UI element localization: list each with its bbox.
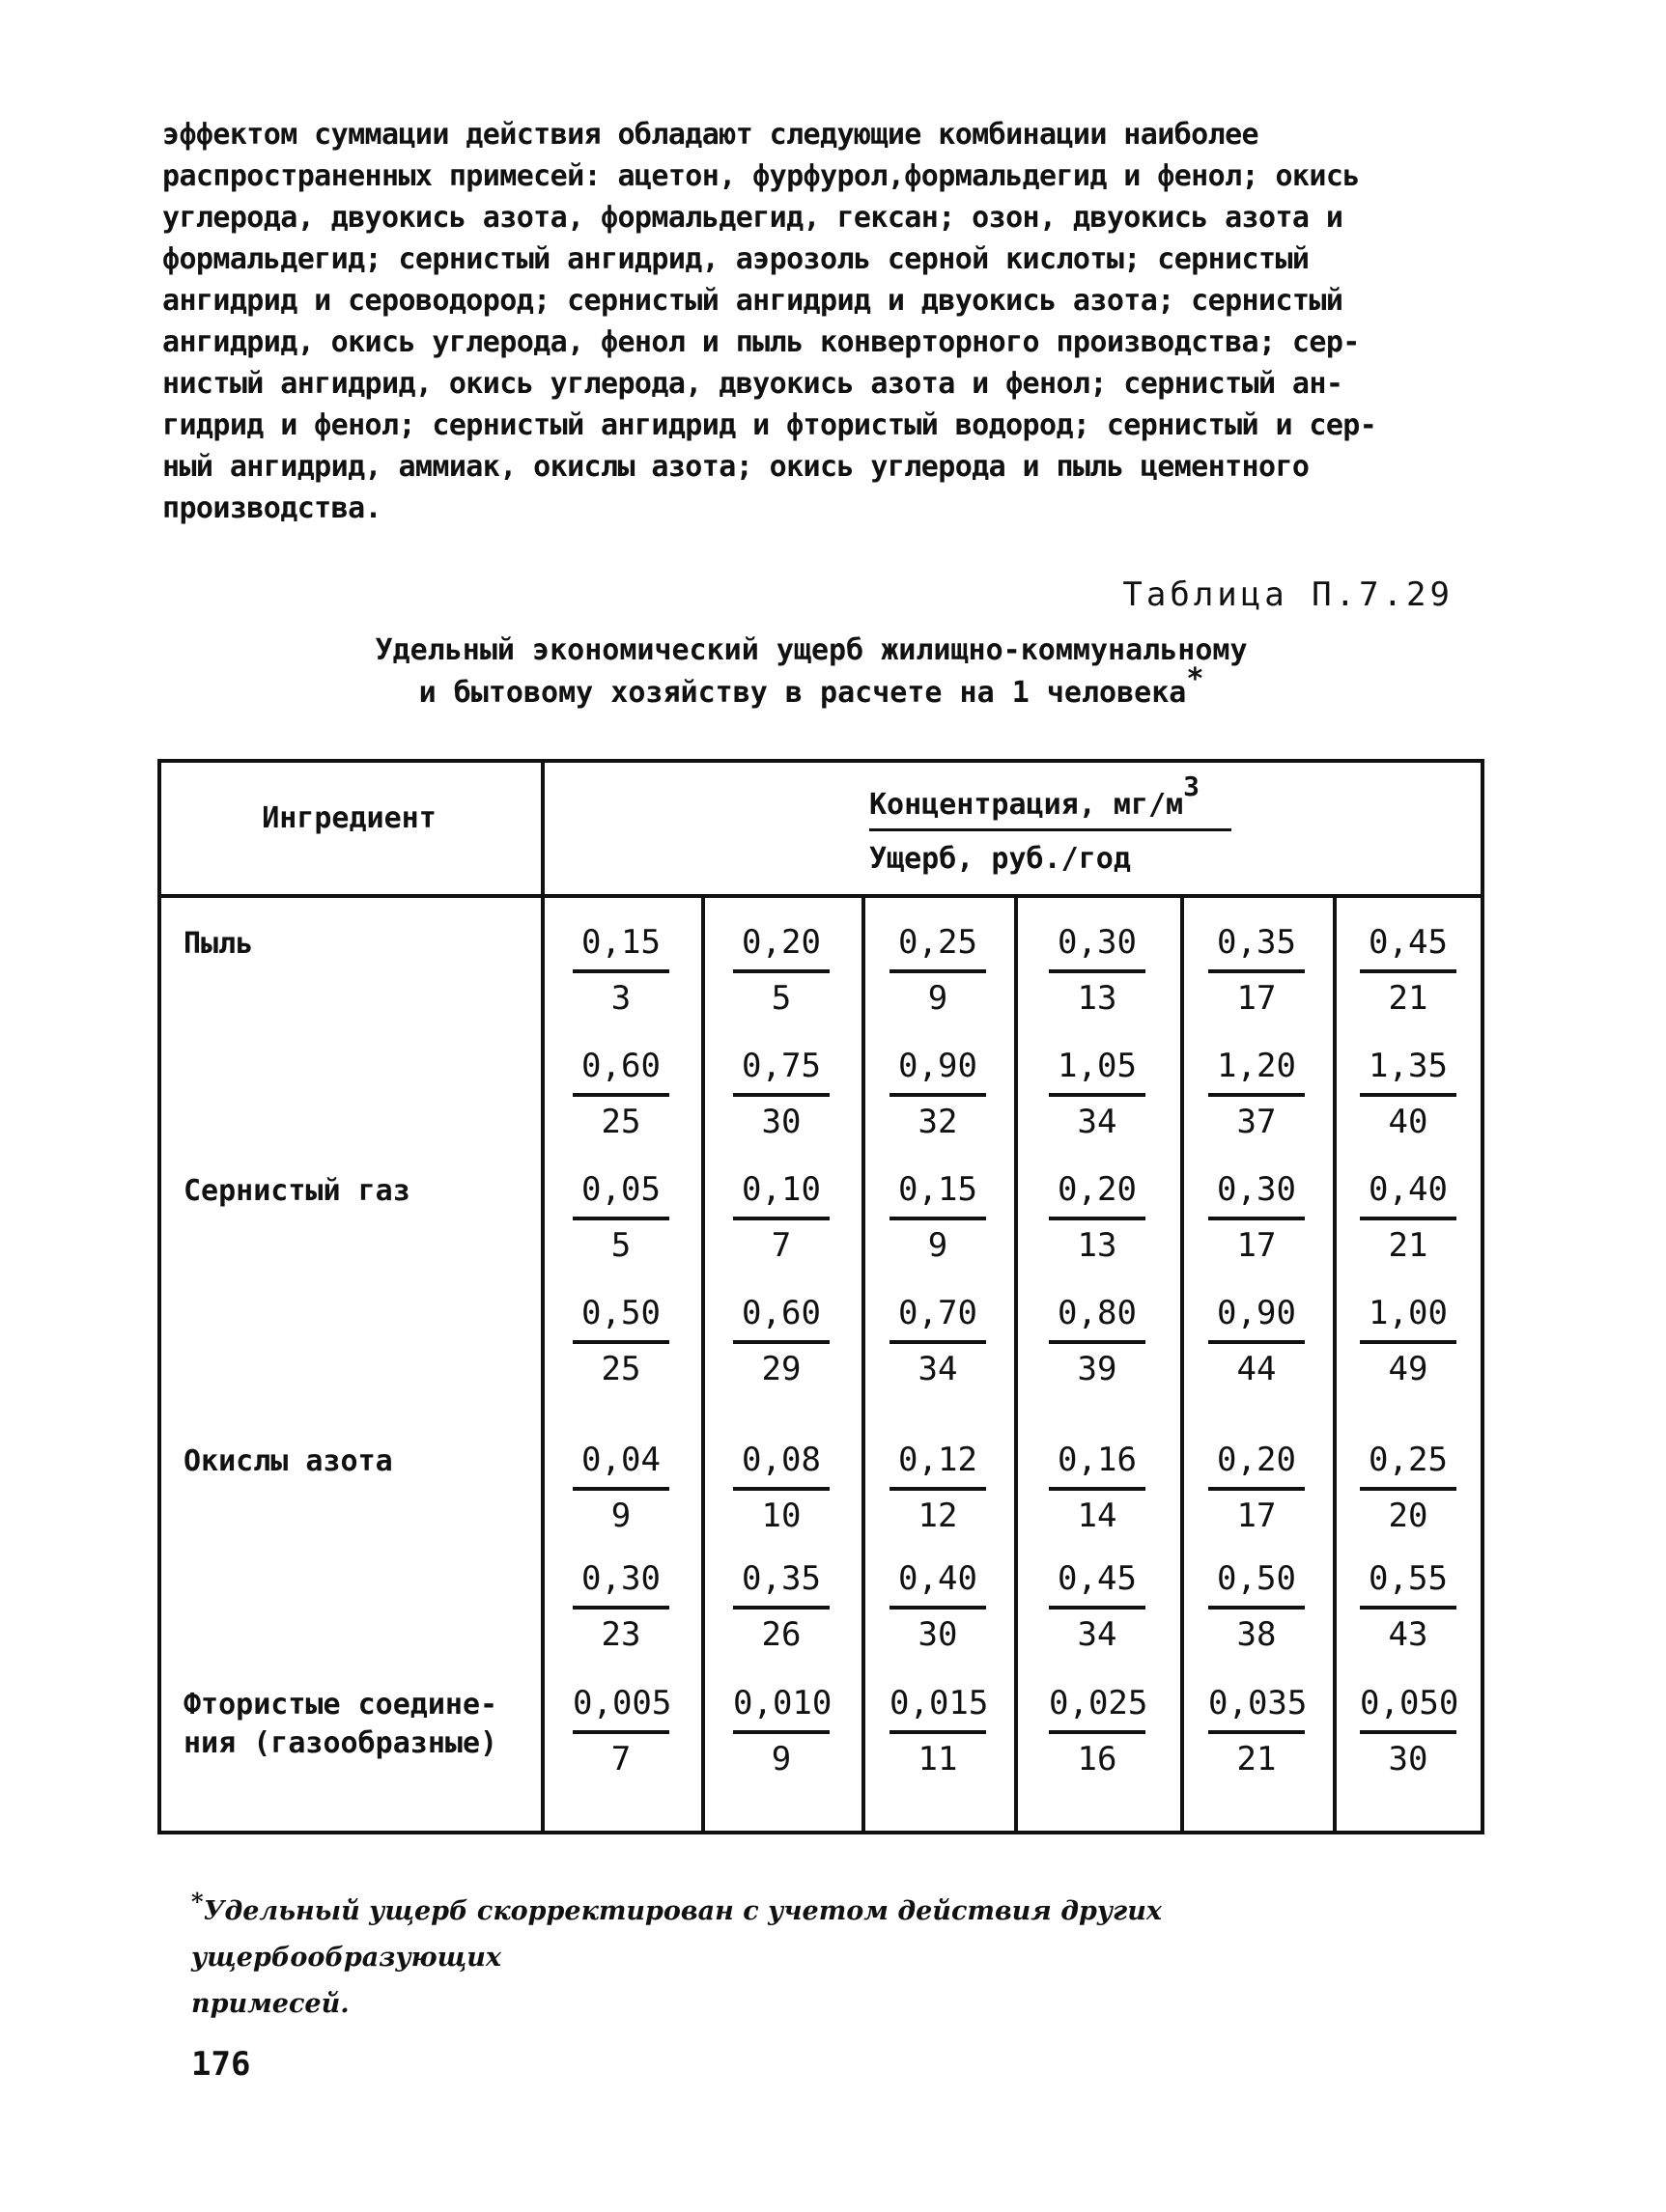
ingredient-label-line: ния (газообразные) (184, 1726, 498, 1760)
concentration-value: 0,15 (581, 923, 661, 962)
damage-value: 43 (1388, 1615, 1428, 1654)
fraction-cell (1049, 1170, 1145, 1265)
damage-value: 11 (918, 1740, 958, 1778)
fraction-cell (889, 1559, 986, 1654)
intro-line: углерода, двуокись азота, формальдегид, гексан; озон, двуокись азота и (162, 201, 1343, 235)
intro-line: гидрид и фенол; сернистый ангидрид и фтористый водород; сернистый и сер- (162, 408, 1377, 442)
fraction-bar (733, 1093, 830, 1097)
damage-value: 32 (918, 1103, 958, 1141)
damage-value: 20 (1388, 1497, 1428, 1535)
fraction-bar (573, 969, 669, 973)
fraction-bar (573, 1487, 669, 1491)
ingredient-label (184, 1686, 541, 1763)
fraction-cell (573, 923, 669, 1018)
concentration-value: 1,00 (1369, 1294, 1448, 1332)
header-concentration-text: Концентрация, мг/м (869, 788, 1184, 822)
fraction-bar (573, 1217, 669, 1220)
fraction-bar (1049, 1730, 1145, 1734)
fraction-bar (1049, 969, 1145, 973)
damage-value: 13 (1077, 1226, 1117, 1265)
concentration-value: 0,05 (581, 1170, 661, 1209)
concentration-value: 0,90 (1217, 1294, 1296, 1332)
damage-value: 37 (1236, 1103, 1277, 1141)
fraction-cell (573, 1684, 672, 1778)
intro-line: формальдегид; сернистый ангидрид, аэрозоль серной кислоты; сернистый (162, 242, 1310, 276)
fraction-bar (889, 1487, 986, 1491)
intro-line: ангидрид и сероводород; сернистый ангидрид и двуокись азота; сернистый (162, 284, 1343, 318)
damage-value: 5 (610, 1226, 632, 1265)
fraction-cell (733, 1170, 830, 1265)
concentration-value: 1,05 (1058, 1047, 1137, 1085)
intro-line: распространенных примесей: ацетон, фурфурол,формальдегид и фенол; окись (162, 159, 1360, 193)
fraction-bar (1049, 1340, 1145, 1344)
damage-value: 25 (601, 1103, 641, 1141)
damage-value: 21 (1388, 1226, 1428, 1265)
fraction-bar (733, 1730, 830, 1734)
damage-value: 10 (761, 1497, 802, 1535)
column-divider (701, 894, 705, 1834)
damage-value: 9 (927, 979, 948, 1018)
fraction-cell (733, 1294, 830, 1388)
concentration-value: 0,45 (1369, 923, 1448, 962)
damage-value: 12 (918, 1497, 958, 1535)
fraction-bar (573, 1730, 669, 1734)
concentration-value: 0,015 (889, 1684, 989, 1722)
column-divider (1333, 894, 1337, 1834)
concentration-value: 0,40 (898, 1559, 977, 1598)
fraction-cell (733, 1441, 830, 1535)
damage-value: 26 (761, 1615, 802, 1654)
concentration-value: 0,90 (898, 1047, 977, 1085)
fraction-cell (1049, 1559, 1145, 1654)
concentration-value: 0,45 (1058, 1559, 1137, 1598)
damage-value: 16 (1077, 1740, 1117, 1778)
fraction-bar (573, 1340, 669, 1344)
fraction-cell (1208, 1170, 1305, 1265)
fraction-cell (1049, 1684, 1148, 1778)
column-divider (861, 894, 865, 1834)
concentration-value: 0,30 (1058, 923, 1137, 962)
fraction-cell (1049, 1441, 1145, 1535)
damage-value: 49 (1388, 1350, 1428, 1388)
damage-value: 17 (1236, 979, 1277, 1018)
fraction-cell (1360, 923, 1456, 1018)
damage-value: 30 (761, 1103, 802, 1141)
fraction-bar (889, 1340, 986, 1344)
fraction-bar (573, 1606, 669, 1610)
damage-value: 38 (1236, 1615, 1277, 1654)
concentration-value: 0,050 (1360, 1684, 1459, 1722)
damage-value: 9 (771, 1740, 792, 1778)
damage-value: 7 (610, 1740, 632, 1778)
fraction-cell (1360, 1047, 1456, 1141)
damage-value: 23 (601, 1615, 641, 1654)
concentration-value: 0,15 (898, 1170, 977, 1209)
concentration-value: 0,70 (898, 1294, 977, 1332)
header-concentration (869, 770, 1200, 822)
concentration-value: 0,10 (742, 1170, 821, 1209)
header-concentration-unit-power: 3 (1183, 770, 1200, 802)
fraction-bar (733, 1340, 830, 1344)
fraction-bar (1049, 1487, 1145, 1491)
fraction-bar (1360, 1340, 1456, 1344)
fraction-cell (1049, 1047, 1145, 1141)
footnote-mark: * (1186, 662, 1204, 696)
fraction-bar (1208, 1093, 1305, 1097)
concentration-value: 0,50 (581, 1294, 661, 1332)
fraction-cell (733, 1047, 830, 1141)
header-damage: Ущерб, руб./год (869, 842, 1131, 876)
concentration-value: 0,75 (742, 1047, 821, 1085)
concentration-value: 0,35 (742, 1559, 821, 1598)
damage-value: 44 (1236, 1350, 1277, 1388)
concentration-value: 0,025 (1049, 1684, 1148, 1722)
fraction-bar (1360, 969, 1456, 973)
fraction-cell (1360, 1294, 1456, 1388)
fraction-cell (733, 1559, 830, 1654)
table-title (164, 630, 1458, 714)
fraction-bar (733, 1606, 830, 1610)
concentration-value: 0,20 (1058, 1170, 1137, 1209)
concentration-value: 0,20 (742, 923, 821, 962)
footnote-mark: * (191, 1888, 204, 1916)
damage-value: 34 (918, 1350, 958, 1388)
concentration-value: 0,30 (581, 1559, 661, 1598)
concentration-value: 0,20 (1217, 1441, 1296, 1479)
footnote (191, 1889, 1466, 2028)
header-ingredient: Ингредиент (262, 801, 437, 835)
concentration-value: 0,80 (1058, 1294, 1137, 1332)
fraction-bar (1049, 1606, 1145, 1610)
fraction-cell (1049, 923, 1145, 1018)
fraction-bar (889, 969, 986, 973)
damage-value: 30 (918, 1615, 958, 1654)
damage-value: 7 (771, 1226, 792, 1265)
concentration-value: 0,010 (733, 1684, 833, 1722)
fraction-bar (889, 1730, 986, 1734)
concentration-value: 0,16 (1058, 1441, 1137, 1479)
damage-value: 34 (1077, 1615, 1117, 1654)
table-number: Таблица П.7.29 (1122, 575, 1454, 614)
damage-value: 17 (1236, 1226, 1277, 1265)
concentration-value: 0,60 (742, 1294, 821, 1332)
fraction-cell (1360, 1559, 1456, 1654)
fraction-bar (1208, 1340, 1305, 1344)
damage-value: 25 (601, 1350, 641, 1388)
concentration-value: 0,40 (1369, 1170, 1448, 1209)
concentration-value: 0,25 (898, 923, 977, 962)
header-fraction-bar (869, 828, 1231, 831)
concentration-value: 1,20 (1217, 1047, 1296, 1085)
concentration-value: 0,035 (1208, 1684, 1308, 1722)
intro-line: ангидрид, окись углерода, фенол и пыль конверторного производства; сер- (162, 325, 1360, 359)
ingredient-label: Окислы азота (184, 1444, 393, 1478)
fraction-bar (733, 1217, 830, 1220)
ingredient-label-line: Фтористые соедине- (184, 1688, 498, 1722)
fraction-cell (1208, 1047, 1305, 1141)
concentration-value: 0,005 (573, 1684, 672, 1722)
damage-value: 34 (1077, 1103, 1117, 1141)
fraction-cell (889, 1294, 986, 1388)
intro-line: нистый ангидрид, окись углерода, двуокись азота и фенол; сернистый ан- (162, 367, 1343, 401)
table-title-line (164, 662, 1458, 714)
damage-value: 17 (1236, 1497, 1277, 1535)
damage-value: 9 (927, 1226, 948, 1265)
fraction-bar (1208, 969, 1305, 973)
fraction-cell (1360, 1684, 1459, 1778)
fraction-cell (573, 1294, 669, 1388)
fraction-bar (733, 969, 830, 973)
fraction-cell (573, 1170, 669, 1265)
concentration-value: 1,35 (1369, 1047, 1448, 1085)
damage-value: 39 (1077, 1350, 1117, 1388)
damage-value: 29 (761, 1350, 802, 1388)
fraction-bar (1360, 1730, 1456, 1734)
fraction-cell (889, 1441, 986, 1535)
intro-paragraph (162, 114, 1495, 529)
damage-value: 30 (1388, 1740, 1428, 1778)
fraction-bar (573, 1093, 669, 1097)
fraction-cell (573, 1047, 669, 1141)
damage-value: 3 (610, 979, 632, 1018)
fraction-cell (733, 923, 830, 1018)
fraction-bar (889, 1217, 986, 1220)
fraction-cell (1208, 923, 1305, 1018)
fraction-bar (1049, 1093, 1145, 1097)
footnote-text: Удельный ущерб скорректирован с учетом действия других ущербообразующих (191, 1896, 1162, 1973)
fraction-bar (1360, 1217, 1456, 1220)
fraction-cell (573, 1559, 669, 1654)
fraction-bar (1360, 1487, 1456, 1491)
fraction-bar (889, 1606, 986, 1610)
damage-value: 13 (1077, 979, 1117, 1018)
fraction-bar (1208, 1730, 1305, 1734)
concentration-value: 0,08 (742, 1441, 821, 1479)
fraction-bar (1049, 1217, 1145, 1220)
fraction-bar (889, 1093, 986, 1097)
damage-value: 5 (771, 979, 792, 1018)
column-divider (541, 759, 545, 1834)
table-title-line-text: и бытовому хозяйству в расчете на 1 человека (418, 676, 1187, 710)
column-divider (1180, 894, 1184, 1834)
fraction-cell (733, 1684, 833, 1778)
fraction-cell (1360, 1441, 1456, 1535)
fraction-cell (889, 1170, 986, 1265)
page-number: 176 (191, 2045, 251, 2084)
footnote-line (191, 1889, 1466, 1981)
fraction-cell (1208, 1441, 1305, 1535)
intro-line: эффектом суммации действия обладают следующие комбинации наиболее (162, 118, 1258, 152)
concentration-value: 0,50 (1217, 1559, 1296, 1598)
fraction-cell (1049, 1294, 1145, 1388)
table-title-line: Удельный экономический ущерб жилищно-коммунальному (375, 633, 1248, 667)
ingredient-label: Пыль (184, 927, 254, 961)
damage-value: 21 (1388, 979, 1428, 1018)
column-divider (1014, 894, 1018, 1834)
damage-value: 14 (1077, 1497, 1117, 1535)
fraction-cell (889, 923, 986, 1018)
fraction-bar (1360, 1606, 1456, 1610)
fraction-cell (1208, 1294, 1305, 1388)
fraction-bar (1360, 1093, 1456, 1097)
damage-value: 9 (610, 1497, 632, 1535)
fraction-cell (1208, 1559, 1305, 1654)
concentration-value: 0,35 (1217, 923, 1296, 962)
concentration-value: 0,60 (581, 1047, 661, 1085)
fraction-bar (1208, 1217, 1305, 1220)
fraction-bar (1208, 1487, 1305, 1491)
fraction-cell (1208, 1684, 1308, 1778)
fraction-bar (1208, 1606, 1305, 1610)
fraction-cell (889, 1684, 989, 1778)
damage-value: 21 (1236, 1740, 1277, 1778)
concentration-value: 0,12 (898, 1441, 977, 1479)
concentration-value: 0,04 (581, 1441, 661, 1479)
ingredient-label: Сернистый газ (184, 1174, 410, 1208)
header-divider (157, 894, 1484, 898)
concentration-value: 0,55 (1369, 1559, 1448, 1598)
fraction-cell (889, 1047, 986, 1141)
concentration-value: 0,25 (1369, 1441, 1448, 1479)
fraction-cell (1360, 1170, 1456, 1265)
concentration-value: 0,30 (1217, 1170, 1296, 1209)
footnote-line: примесей. (191, 1989, 350, 2019)
intro-line: производства. (162, 491, 381, 525)
fraction-cell (573, 1441, 669, 1535)
fraction-bar (733, 1487, 830, 1491)
damage-value: 40 (1388, 1103, 1428, 1141)
intro-line: ный ангидрид, аммиак, окислы азота; окись углерода и пыль цементного (162, 450, 1310, 484)
